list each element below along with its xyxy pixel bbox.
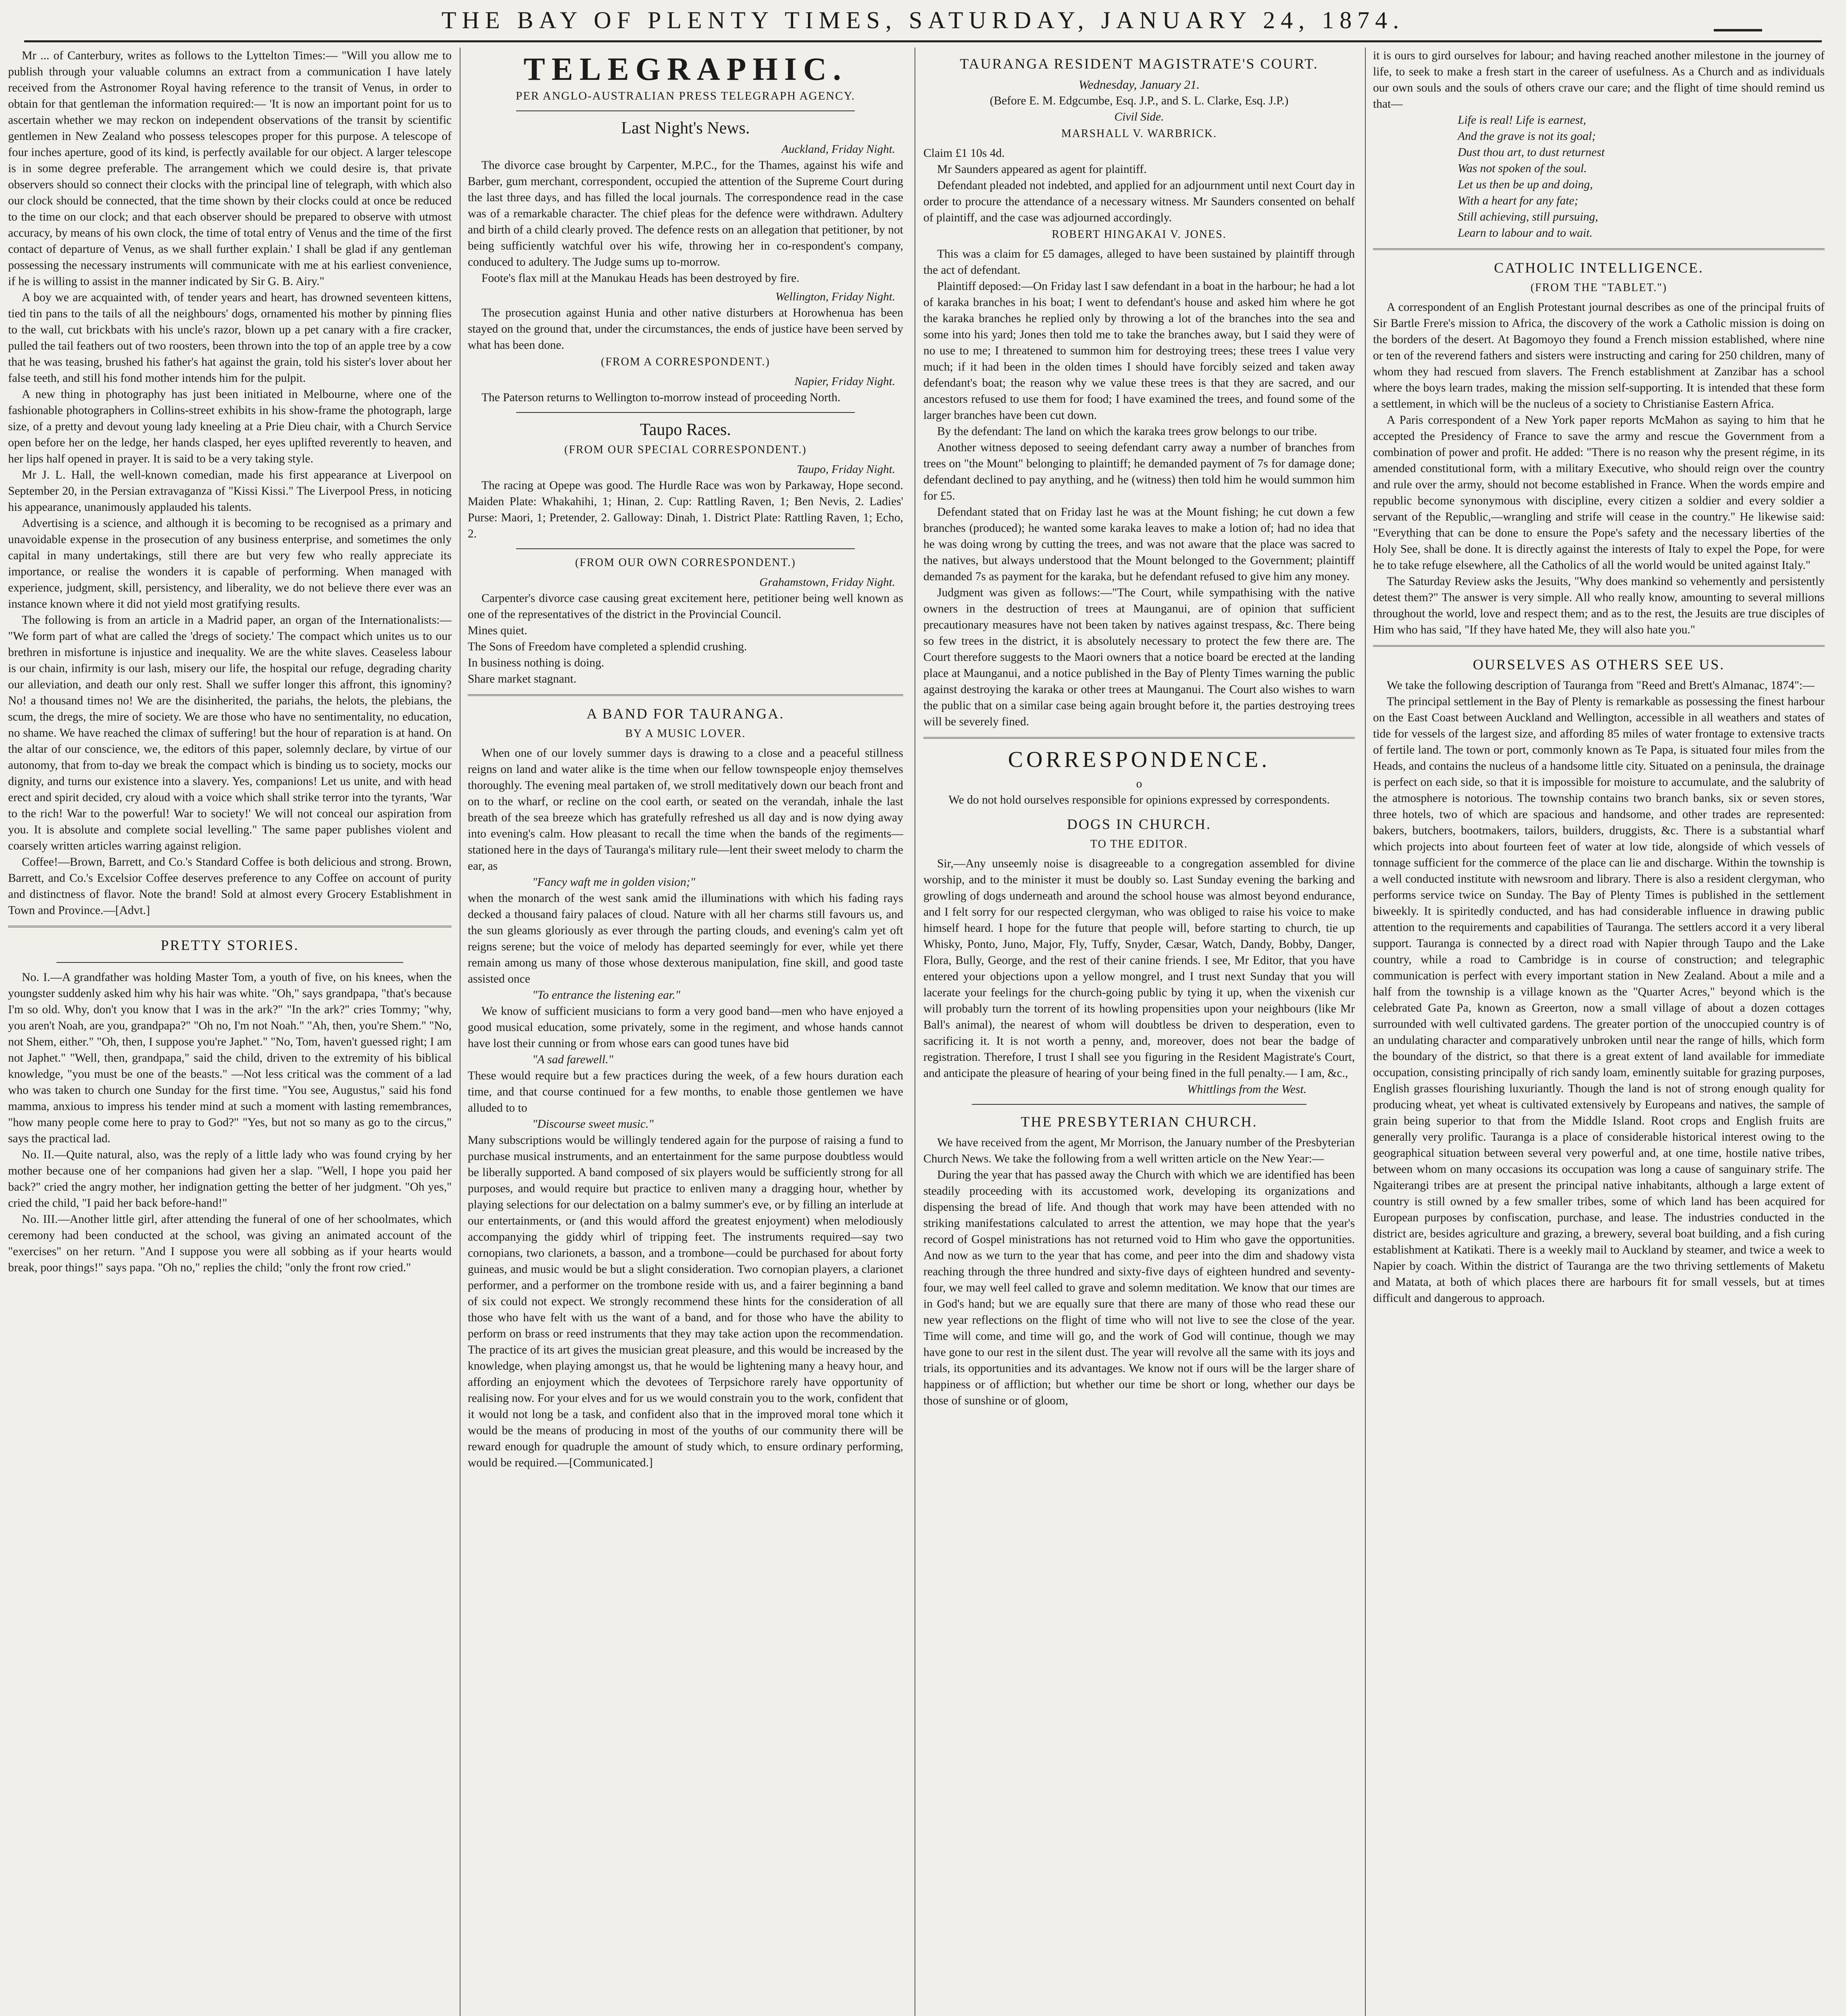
heading-rule — [516, 110, 855, 111]
column-3 — [923, 48, 1355, 2016]
ourselves-heading: OURSELVES AS OTHERS SEE US. — [1473, 656, 1725, 673]
poem-line: Still achieving, still pursuing, — [1458, 210, 1598, 223]
band-byline: BY A MUSIC LOVER. — [625, 727, 746, 740]
section-divider — [1373, 248, 1825, 250]
correspondence-heading: CORRESPONDENCE. — [1008, 747, 1271, 772]
from-tablet: (FROM THE "TABLET.") — [1530, 281, 1667, 294]
case2-claim: This was a claim for £5 damages, alleged to have been sustained by plaintiff through the act of defendant. — [923, 248, 1355, 277]
heading-rule — [516, 412, 855, 413]
dateline-taupo: Taupo, Friday Night. — [797, 463, 895, 476]
poem-line: Was not spoken of the soul. — [1458, 162, 1587, 175]
presbyterian-heading: THE PRESBYTERIAN CHURCH. — [1021, 1114, 1258, 1130]
catholic-paragraph-3: The Saturday Review asks the Jesuits, "Why does mankind so vehemently and persistently detest them?" The answer is very simple. All who really know, amounting to several millions throughout the world, love and respect them; and as to the rest, the Jesuits are true disciples of Him who has said, "If they have hated Me, they will also hate you." — [1373, 575, 1825, 636]
story-3: No. III.—Another little girl, after attending the funeral of one of her schoolmates, which ceremony had been conducted at the school, was giving an animated account of the "exercises" on her return. "And I suppose you were all sobbing as if your hearts would break, poor things!" says papa. "Oh no," replies the child; "only the front row cried." — [8, 1213, 452, 1274]
article-transit-of-venus: Mr ... of Canterbury, writes as follows to the Lyttelton Times:— "Will you allow me to publish through your valuable columns an extract from a communication I have lately received from the Astronomer Royal having reference to the transit of Venus, in order to obtain for that gentleman the information required:— 'It is now an important point for us to ascertain whether we may reckon on independent observations of the transit by scientific gentlemen in New Zealand who possess telescopes proper for this purpose. A telescope of four inches aperture, good of its kind, is perfectly available for our object. A larger telescope is in some degree preferable. The arrangement which we could desire is, that private observers should so connect their clocks with the principal line of telegraph, with which also our clock should be connected, that the time shown by their clocks could at once be reduced to the time on our clock; and that each observer should be prepared to observe with utmost accuracy, by means of his own clock, the time of total entry of Venus and the time of the first contact of departure of Venus, as we shall further explain.' I shall be glad if any gentleman possessing the necessary instruments will communicate with me at his earliest convenience, if he is willing to assist in the manner indicated by Sir G. B. Airy." — [8, 49, 452, 288]
advert-coffee: Coffee!—Brown, Barrett, and Co.'s Standard Coffee is both delicious and strong. Brown, Barrett, and Co.'s Excelsior Coffee deserves preference to any Coffee on account of purity and distinctness of flavor. Note the brand! Sold at almost every Grocery Establishment in Town and Province.—[Advt.] — [8, 856, 452, 917]
catholic-paragraph-1: A correspondent of an English Protestant journal describes as one of the principal fruits of Sir Bartle Frere's mission to Africa, the discovery of the work a Catholic mission is doing on the borders of the desert. At Bagomoyo they found a French mission established, where nine or ten of the reverend fathers and sisters were instructing and caring for 250 children, many of whom they had rescued from slavers. The French establishment at Zanzibar has a school where the boys learn trades, making the mission self-supporting. It is intended that these form a settlement, in which will be the nucleus of a society to Christianise Eastern Africa. — [1373, 301, 1825, 410]
section-divider — [8, 926, 452, 927]
catholic-paragraph-2: A Paris correspondent of a New York paper reports McMahon as saying to him that he accepted the Presidency of France to save the army and rescue the Government from a combination of power and profit. He added: "There is no reason why the present régime, in its amended constitutional form, with a military Executive, who should reign over the country and rule over the army, should not become established in France. When the words empire and republic become synonymous with discipline, every citizen a soldier and every soldier a servant of the Republic,—wrangling and strife will cease in the country." He likewise said: "Everything that can be done to ensure the Pope's safety and the necessary liberties of the Holy See, shall be done. It is directly against the interests of Italy to expel the Pope, for were he to take refuge elsewhere, all the Catholics of all the world would be united against Italy." — [1373, 414, 1825, 572]
to-the-editor: TO THE EDITOR. — [1090, 838, 1188, 850]
case2-defendant: Defendant stated that on Friday last he was at the Mount fishing; he cut down a few branches (produced); he wanted some karaka leaves to make a lotion of; had no idea that he was doing wrong by cutting the trees, and was not aware that the place was sacred to the natives, but always understood that the Mount belonged to the Government; plaintiff demanded 7s as payment for the karaka, but he defendant refused to give him any money. — [923, 506, 1355, 583]
masthead-rule — [24, 40, 1822, 42]
masthead-dash — [1714, 29, 1762, 31]
poem-line: With a heart for any fate; — [1458, 194, 1579, 207]
band-quote-entrance: "To entrance the listening ear." — [532, 989, 681, 1002]
heading-rule — [56, 962, 403, 963]
band-paragraph-5: Many subscriptions would be willingly tendered again for the purpose of raising a fund to purchase musical instruments, and an entertainment for the same purpose doubtless would be liberally supported. A band composed of six players would be sufficiently strong for all purposes, and would require but practice to enliven many a dragging hour, whether by playing selections for our delectation on a balmy summer's eve, or by filling an interlude at our entertainments, or (and this would afford the greatest enjoyment) when melodiously accompanying the giddy whirl of tripping feet. The instruments required—say two cornopians, two clarionets, a basson, and a trombone—could be purchased for about forty guineas, and music would be but a slight consideration. Two cornopian players, a clarionet performer, and a performer on the trombone reside with us, and a fairer beginning a band of six could not expect. We strongly recommend these hints for the consideration of all those who have felt with us the want of a band, and for those who have the ability to perform on brass or reed instruments that they may take action upon the recommendation. The practice of its art gives the musician great pleasure, and this would be increased by the knowledge, when playing amongst us, that he would be lightening many a heavy hour, and affording an enjoyment which the devotees of Terpsichore rarely have opportunity of realising now. For your elves and for us we would constrain you to the work, confident that it would not long be a task, and confident also that in the improved moral tone which it would be the means of producing in most of the youths of our community there will be reward enough for quadruple the amount of study which, to ensure ordinary performing, would be required.—[Communicated.] — [468, 1134, 903, 1469]
article-paterson: The Paterson returns to Wellington to-morrow instead of proceeding North. — [481, 391, 841, 404]
poem-line: Learn to labour and to wait. — [1458, 227, 1593, 240]
article-divorce: The divorce case brought by Carpenter, M.P.C., for the Thames, against his wife and Barber, gum merchant, correspondent, occupied the attention of the Supreme Court during the last three days, and has filled the local journals. The correspondence read in the case was of a remarkable character. The chief pleas for the defence were withdrawn. Adultery and birth of a child clearly proved. The defence rests on an allegation that petitioner, by not being sufficiently watchful over his wife, throwing her in co-respondent's company, conduced to adultery. The Judge sums up to-morrow. — [468, 159, 903, 269]
court-date: Wednesday, January 21. — [1078, 77, 1200, 92]
taupo-races-heading: Taupo Races. — [640, 421, 731, 439]
band-paragraph-3: We know of sufficient musicians to form a very good band—men who have enjoyed a good musical education, some privately, some in the regiment, and whose hands cannot have lost their cunning or from whose ears can good tunes have bid — [468, 1005, 903, 1050]
band-heading: A BAND FOR TAURANGA. — [586, 706, 785, 722]
band-quote-fancy: "Fancy waft me in golden vision;" — [532, 876, 696, 889]
column-1 — [8, 48, 452, 2016]
case2-judgment: Judgment was given as follows:—"The Court, while sympathising with the native owners in the destruction of trees at Maunganui, are of opinion that sufficient precautionary measures have not been taken by natives against trespass, &c. There being so few trees in the district, it is absolutely necessary to protect the few there are. The Court therefore suggests to the Maori owners that a notice board be erected at the landing place at Maunganui, and a notice published in the Bay of Plenty Times warning the public against destroying the karaka or other trees at Maunganui. The Court also wishes to warn the public that on a similar case being again brought before it, the parties destroying trees will be severely fined. — [923, 586, 1355, 728]
correspondence-separator: o — [1136, 777, 1142, 790]
claim-amount: Claim £1 10s 4d. — [923, 147, 1005, 160]
dateline-auckland: Auckland, Friday Night. — [781, 143, 895, 156]
column-rule — [1365, 48, 1366, 2016]
presbyterian-continued: it is ours to gird ourselves for labour; and having reached another milestone in the journey of life, to seek to make a fresh start in the career of usefulness. As a Church and as individuals our own souls and the souls of others crave our care; and the flight of time should remind us that— — [1373, 49, 1825, 110]
article-grahamstown: Carpenter's divorce case causing great excitement here, petitioner being well known as one of the representatives of the district in the Provincial Council. — [468, 592, 903, 621]
article-photography: A new thing in photography has just been initiated in Melbourne, where one of the fashionable photographers in Collins-street exhibits in his show-frame the photograph, large size, of a pretty and devout young lady kneeling at a Prie Dieu chair, with a Church Service open before her on the ledge, her hands clasped, her eyes uplifted reverently to heaven, and her lips half opened in prayer. It is said to be a very taking style. — [8, 388, 452, 465]
letter-signature: Whittlings from the West. — [1187, 1083, 1306, 1096]
article-hall: Mr J. L. Hall, the well-known comedian, made his first appearance at Liverpool on September 20, in the Persian extravaganza of "Kissi Kissi." The Liverpool Press, in noticing his appearance, unanimously applauded his talents. — [8, 469, 452, 514]
case2-plaintiff: Plaintiff deposed:—On Friday last I saw defendant in a boat in the harbour; he had a lot of karaka branches in his boat; I went to defendant's house and asked him where he got the karaka branches he replied only by throwing a lot of the branches into the sea and some into his yard; Jones then told me to take the branches away, but I said they were of no use to me; I threatened to summon him for destroying trees; these trees I value very much; if it had been in the olden times I should have forcibly seized and taken away defendant's boat; the reason why we value these trees is that they are sacred, and our ancestors refused to use them for food; I have examined the trees, and found some of the larger branches have been cut down. — [923, 280, 1355, 422]
correspondence-disclaimer: We do not hold ourselves responsible for opinions expressed by correspondents. — [948, 793, 1330, 806]
dateline-wellington: Wellington, Friday Night. — [775, 290, 895, 303]
pretty-stories-heading: PRETTY STORIES. — [160, 937, 299, 953]
catholic-intelligence-heading: CATHOLIC INTELLIGENCE. — [1494, 260, 1704, 276]
story-2: No. II.—Quite natural, also, was the reply of a little lady who was found crying by her mother because one of her companions had given her a slap. "Well, I hope you paid her back?" cried the angry mother, her indignation getting the better of her judgment. "Oh yes," cried the child, "I paid her back before-hand!" — [8, 1148, 452, 1210]
article-internationalists: The following is from an article in a Madrid paper, an organ of the Internationalists:— "We form part of what are called the 'dregs of society.' The compact which unites us to our brethren in misfortune is injustice and inequality. We are the white slaves. Ceaseless labour is our chain, infirmity is our lash, misery our life, the hospital our refuge, degrading charity our alleviation, and death our only rest. Shall we suffer longer this affront, this ignominy? No! a thousand times no! We are the disinherited, the pariahs, the helots, the plebians, the scum, the dregs, the mire of society. We are those who have no sentimentality, no education, no shame. We have reached the climax of suffering! but the hour of reparation is at hand. On the altar of our conscience, we, the editors of this paper, solemnly declare, by virtue of our autonomy, that from to-day we break the compact which is binding us to society, mocks our dignity, and turns our existence into a slavery. Yes, companions! Let us unite, and with head erect and spirit decided, cry aloud with a voice which shall strike terror into the tyrants, 'War to the rich! War to the powerful! War to society!' We will not conceal our aspiration from you. It is absolute and complete social levelling." The same paper publishes violent and coarsely written articles warring against religion. — [8, 614, 452, 852]
poem-line: And the grave is not its goal; — [1458, 130, 1596, 143]
ourselves-body: The principal settlement in the Bay of Plenty is remarkable as possessing the finest harbour on the East Coast between Auckland and Wellington, accessible in all weathers and states of tide for vessels of the largest size, and affording 85 miles of water frontage to extensive tracts of fertile land. The town or port, commonly known as Te Papa, is situated four miles from the Heads, and contains the nucleus of a handsome little city. Situated on a peninsula, the drainage is perfect on each side, so that it is impossible for moisture to accumulate, and the salubrity of the atmosphere is notorious. The township contains two branch banks, six or seven stores, three hotels, two of which are spacious and handsome, and other trades are represented: bakers, butchers, bootmakers, tailors, builders, druggists, &c. There is a substantial wharf which projects into about fourteen feet of water at low tide, alongside of which vessels of tonnage sufficient for the commerce of the place can lie and discharge. Within the township is a well conducted institute with newsroom and library. There is also a resident clergyman, who performs service twice on Sunday. The Bay of Plenty Times is published in the settlement biweekly. It is spiritedly conducted, and has had considerable influence in drawing public attention to the requirements and capabilities of Tauranga. The settlers accord it a very liberal support. Tauranga is connected by a direct road with Napier through Taupo and the Lake country, while a road to Cambridge is in course of construction; and telegraphic communication is perfect with every important station in New Zealand. About a mile and a half from the township is a village known as the "Quarter Acres," beyond which is the celebrated Gate Pa, known as Greerton, now a small village of about a dozen cottages surrounded with well cultivated gardens. The greater portion of the unoccupied country is of an undulating character and comparatively unbroken until near the range of hills, which form the boundary of the district, so that there is a great extent of land available for immediate occupation, consisting principally of rich sandy loam, eminently suitable for grazing purposes, English grasses flourishing luxuriantly. Though the land is not of strong enough quality for producing wheat, yet wheat is cultivated extensively by Europeans and natives, the sample of grain being superior to that from the Middle Island. Root crops and English fruits are generally very prolific. Tauranga is a place of considerable historical interest owing to the geographical situation between several very powerful and, at one time, hostile native tribes, between whom on many occasions its occupation was long a cause of sanguinary strife. The Ngaiterangi tribes are at present the principal native inhabitants, although a large extent of country is still owned by a few smaller tribes, some of which land has been acquired for European purposes by confiscation, purchase, and lease. The industries conducted in the district are, besides agriculture and grazing, a brewery, several boat building, and a fish curing establishment at Katikati. There is a weekly mail to Auckland by steamer, and twice a week to Napier by coach. Within the district of Tauranga are the two thriving settlements of Maketu and Matata, at both of which places there are harbours fit for small vessels, but at times difficult and dangerous to approach. — [1373, 695, 1825, 1305]
band-paragraph-4: These would require but a few practices during the week, of a few hours duration each time, and that course continued for a few months, to enable those gentlemen we have alluded to to — [468, 1069, 903, 1114]
story-1: No. I.—A grandfather was holding Master Tom, a youth of five, on his knees, when the youngster suddenly asked him why his hair was white. "Oh," says grandpapa, "that's because I'm so old. Why, don't you know that I was in the ark?" "In the ark?" cries Tommy; "why, you aren't Noah, are you, grandpapa?" "Oh no, I'm not Noah." "Ah, then, you're Shem." "No, not Shem, either." "Oh, then, I suppose you're Japhet." "No, Tom, haven't guessed right; I am not Japhet." "Well, then, grandpapa," said the child, driven to the extremity of his biblical knowledge, "you must be one of the beasts." —Not less critical was the comment of a lad who was taken to church one Sunday for the first time. "You see, Augustus," said his fond mamma, anxious to impress his tender mind at such a moment with lasting remembrances, "how many people come here to pray to God?" "Yes, but not so many as go to the circus," says the practical lad. — [8, 971, 452, 1145]
band-paragraph-1: When one of our lovely summer days is drawing to a close and a peaceful stillness reigns on land and water alike is the time when our fellow townspeople enjoy themselves thoroughly. The evening meal partaken of, we stroll meditatively down our beach front and on to the wharf, or recline on the cool earth, or seated on the verandah, inhale the last breath of the sea breeze which has gratefully refreshed us all day and is now dying away into evening's calm. How pleasant to recall the time when the bands of the regiments—stationed here in the days of Tauranga's military rule—lent their sweet melody to charm the ear, as — [468, 747, 903, 873]
band-quote-discourse: "Discourse sweet music." — [532, 1118, 654, 1131]
article-mines: Mines quiet. — [468, 624, 527, 637]
poem-line: Let us then be up and doing, — [1458, 178, 1593, 191]
article-share-market: Share market stagnant. — [468, 673, 577, 685]
section-divider — [923, 737, 1355, 739]
article-business: In business nothing is doing. — [468, 656, 604, 669]
column-4 — [1373, 48, 1825, 2016]
dogs-in-church-heading: DOGS IN CHURCH. — [1067, 816, 1212, 832]
article-advertising: Advertising is a science, and although it is becoming to be recognised as a primary and unavoidable expense in the prosecution of any business enterprise, and sometimes the only capital in many undertakings, still there are but very few who really appreciate its importance, or realise the wonders it is capable of performing. When managed with experience, judgment, skill, persistency, and liberality, we do not believe there ever was an instance known where it did not yield most gratifying results. — [8, 517, 452, 610]
telegraphic-heading: TELEGRAPHIC. — [523, 52, 848, 87]
case2-by-defendant: By the defendant: The land on which the karaka trees grow belongs to our tribe. — [937, 425, 1317, 438]
heading-rule — [972, 1104, 1306, 1105]
case-hingakai: ROBERT HINGAKAI V. JONES. — [1052, 228, 1227, 241]
case-marshall: MARSHALL V. WARBRICK. — [1061, 127, 1217, 140]
article-hunia: The prosecution against Hunia and other native disturbers at Horowhenua has been stayed on the ground that, under the circumstances, the ends of justice have been served by what has been done. — [468, 306, 903, 352]
dateline-grahamstown: Grahamstown, Friday Night. — [759, 576, 895, 589]
case1-body: Defendant pleaded not indebted, and applied for an adjournment until next Court day in order to procure the attendance of a necessary witness. Mr Saunders consented on behalf of plaintiff, and the case was adjourned accordingly. — [923, 179, 1355, 224]
court-before: (Before E. M. Edgcumbe, Esq. J.P., and S. L. Clarke, Esq. J.P.) — [990, 94, 1289, 107]
poem-line: Dust thou art, to dust returnest — [1458, 146, 1605, 159]
dateline-napier: Napier, Friday Night. — [794, 375, 895, 388]
heading-rule — [516, 548, 855, 549]
case2-witness: Another witness deposed to seeing defendant carry away a number of branches from trees on "the Mount" belonging to plaintiff; he demanded payment of 7s for damage done; defendant declined to pay anything, and he (witness) then told him he would summon him for £5. — [923, 441, 1355, 502]
presbyterian-intro: We have received from the agent, Mr Morrison, the January number of the Presbyterian Church News. We take the following from a well written article on the New Year:— — [923, 1136, 1355, 1165]
article-taupo-races: The racing at Opepe was good. The Hurdle Race was won by Parkaway, Hope second. Maiden Plate: Whakahihi, 1; Hinan, 2. Cup: Rattling Raven, 1; Ben Nevis, 2. Ladies' Purse: Maori, 1; Pretender, 2. Galloway: Dinah, 1. District Plate: Rattling Raven, 1; Echo, 2. — [468, 479, 903, 540]
ourselves-intro: We take the following description of Tauranga from "Reed and Brett's Almanac, 1874":— — [1387, 679, 1815, 692]
press-agency: PER ANGLO-AUSTRALIAN PRESS TELEGRAPH AGENCY. — [516, 90, 855, 102]
article-foote: Foote's flax mill at the Manukau Heads has been destroyed by fire. — [481, 272, 800, 285]
article-boy: A boy we are acquainted with, of tender years and heart, has drowned seventeen kittens, tied tin pans to the tails of all the neighbours' dogs, ornamented his mother by pinning flies to the wall, cut brickbats with his uncle's razor, blown up a pet canary with a fire cracker, pulled the tail feathers out of two roosters, been thrown into the top of an apple tree by a cow that he was teasing, brushed his father's hat against the grain, told his sister's lover about her false teeth, and still his fond mother intends him for the pulpit. — [8, 291, 452, 385]
presbyterian-body: During the year that has passed away the Church with which we are identified has been steadily proceeding with its accustomed work, developing its organizations and dispensing the bread of life. And though that work may have been attended with no striking manifestations calculated to arrest the attention, we may hope that the year's record of Gospel ministrations has not returned void to Him who gave the opportunities. And now as we turn to the year that has come, and peer into the dim and shadowy vista reaching through the three hundred and sixty-five days of eighteen hundred and seventy-four, we may well feel called to grave and solemn meditation. We know that our times are in God's hand; but we are equally sure that there are many of those who read these our new year reflections on the flight of time who will not live to see the close of the year. Time will come, and time will go, and the work of God will continue, though we may have gone to our rest in the silent dust. The year will revolve all the same with its joys and trials, its opportunities and its advantages. We know not if ours will be the larger share of happiness or of affliction; but whether our time be short or long, whether our days be those of sunshine or of gloom, — [923, 1168, 1355, 1407]
poem-line: Life is real! Life is earnest, — [1458, 114, 1586, 127]
letter-dogs: Sir,—Any unseemly noise is disagreeable to a congregation assembled for divine worship, and to the minister it must be doubly so. Last Sunday evening the barking and growling of dogs underneath and around the school house was almost beyond endurance, and I felt sorry for our respected clergyman, who was obliged to raise his voice to make himself heard. I hope for the future that people will, before starting to church, tie up Whisky, Ponto, Juno, Major, Fly, Tuffy, Snyder, Cæsar, Watch, Dandy, Bobby, Danger, Flora, Bully, George, and the rest of their canine friends. I see, Mr Editor, that you have entered your objections upon a yellow mongrel, and I trust next Sunday that you will lacerate your feelings for the church-going public by tying it up, when the vixenish cur will probably turn the torrent of its howling propensities upon your neighbours (like Mr Ball's animal), the nearest of whom will doubtless be driven to desperation, even to sacrificing it. It is not worth a penny, and, moreover, does not bear the badge of registration. Therefore, I trust I shall see you figuring in the Resident Magistrate's Court, and anticipate the pleasure of hearing of your being fined in the full penalty.— I am, &c., — [923, 857, 1355, 1080]
case1-agent: Mr Saunders appeared as agent for plaintiff. — [937, 163, 1147, 176]
court-heading: TAURANGA RESIDENT MAGISTRATE'S COURT. — [960, 56, 1319, 72]
from-correspondent: (FROM A CORRESPONDENT.) — [601, 356, 770, 368]
article-sons-of-freedom: The Sons of Freedom have completed a splendid crushing. — [468, 640, 747, 653]
civil-side: Civil Side. — [1114, 110, 1164, 123]
band-paragraph-2: when the monarch of the west sank amid the illuminations with which his fading rays decked a thousand fairy palaces of cloud. Nature with all her charms still favours us, and the sun gleams gloriously as ever through the parting clouds, and evening's calm yet oft reigns serene; but the voice of melody has departed seemingly for ever, while yet there remain among us many of those whose dexterous manipulation, fine skill, and good taste assisted once — [468, 892, 903, 985]
last-nights-news-heading: Last Night's News. — [621, 119, 750, 137]
section-divider — [468, 694, 903, 696]
special-correspondent: (FROM OUR SPECIAL CORRESPONDENT.) — [564, 444, 807, 456]
column-2 — [468, 48, 903, 2016]
band-quote-farewell: "A sad farewell." — [532, 1053, 613, 1066]
section-divider — [1373, 645, 1825, 647]
masthead: THE BAY OF PLENTY TIMES, SATURDAY, JANUARY 24, 1874. — [441, 7, 1405, 33]
own-correspondent: (FROM OUR OWN CORRESPONDENT.) — [575, 556, 796, 569]
